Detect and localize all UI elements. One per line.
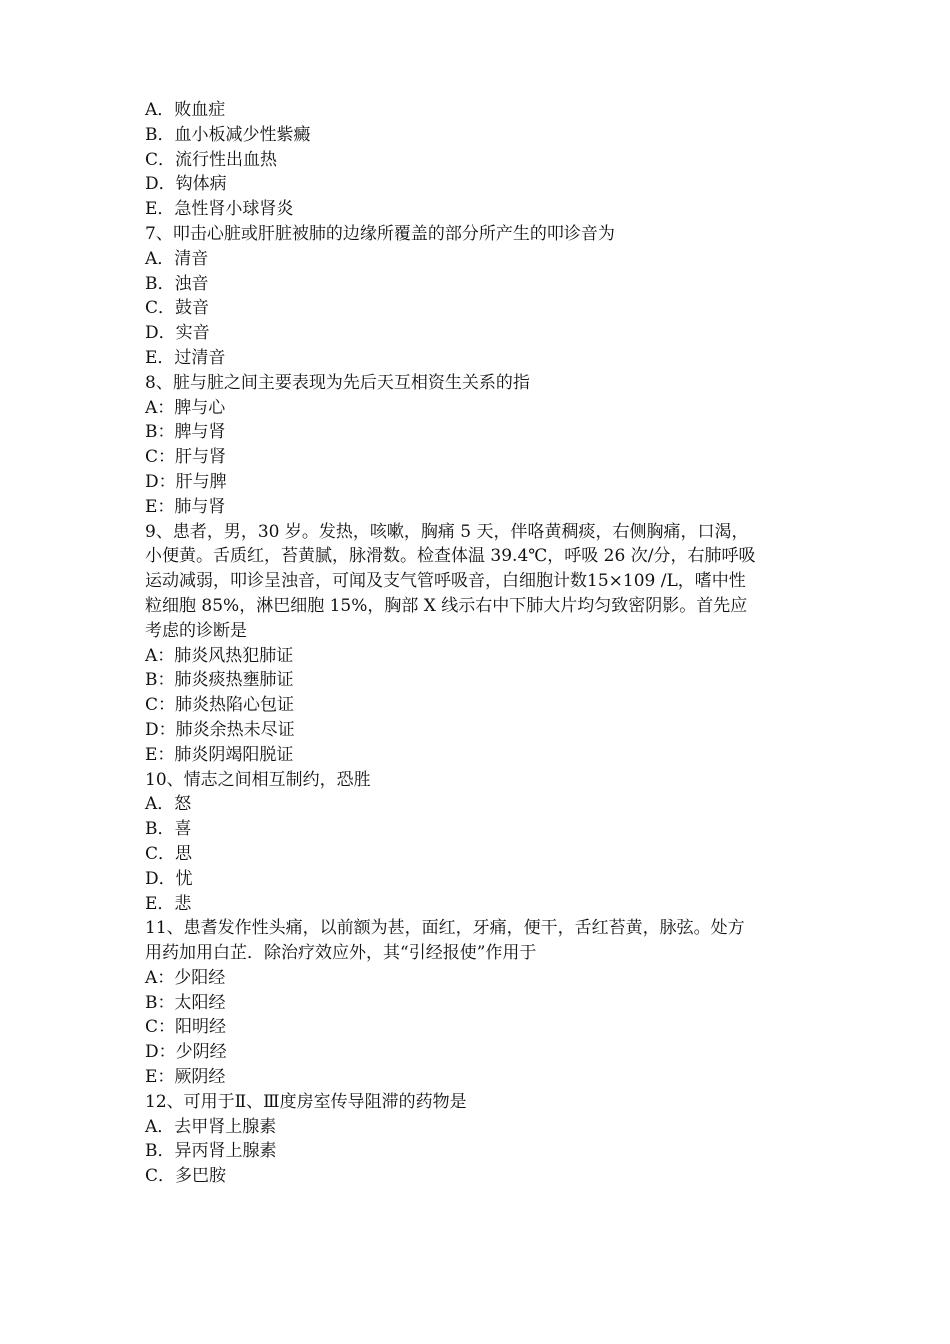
question-8: 8、脏与脏之间主要表现为先后天互相资生关系的指 (145, 372, 530, 393)
question-12: 12、可用于Ⅱ、Ⅲ度房室传导阻滞的药物是 (145, 1091, 467, 1112)
answer-option: D：少阴经 (145, 1042, 227, 1063)
answer-option: C：肝与肾 (145, 447, 227, 468)
answer-option: B．浊音 (145, 273, 209, 294)
question-9-line: 粒细胞 85%，淋巴细胞 15%，胸部 X 线示右中下肺大片均匀致密阴影。首先应 (145, 595, 748, 616)
question-9-line: 小便黄。舌质红，苔黄腻，脉滑数。检查体温 39.4℃，呼吸 26 次/分，右肺呼吸 (145, 546, 756, 567)
answer-option: A：肺炎风热犯肺证 (145, 645, 294, 666)
question-11-line: 用药加用白芷．除治疗效应外，其“引经报使”作用于 (145, 943, 537, 964)
answer-option: B．血小板减少性紫癜 (145, 124, 311, 145)
question-10: 10、情志之间相互制约，恐胜 (145, 769, 371, 790)
answer-option: A．怒 (145, 794, 192, 815)
answer-option: C．鼓音 (145, 298, 210, 319)
answer-option: D．钩体病 (145, 174, 227, 195)
answer-option: D：肺炎余热未尽证 (145, 719, 295, 740)
answer-option: E．悲 (145, 893, 192, 914)
question-11-line: 11、患耆发作性头痛，以前额为甚，面红，牙痛，便干，舌红苔黄，脉弦。处方 (145, 918, 745, 939)
question-7: 7、叩击心脏或肝脏被肺的边缘所覆盖的部分所产生的叩诊音为 (145, 223, 615, 244)
answer-option: A．清音 (145, 248, 209, 269)
answer-option: E．过清音 (145, 347, 226, 368)
answer-option: E：厥阴经 (145, 1067, 226, 1088)
answer-option: A：少阳经 (145, 967, 226, 988)
question-9-line: 9、患者，男，30 岁。发热，咳嗽，胸痛 5 天，伴咯黄稠痰，右侧胸痛，口渴， (145, 521, 749, 542)
answer-option: B：脾与肾 (145, 422, 226, 443)
question-9-line: 运动减弱，叩诊呈浊音，可闻及支气管呼吸音，白细胞计数15×109 /L，嗜中性 (145, 571, 746, 592)
answer-option: B：太阳经 (145, 992, 226, 1013)
answer-option: E．急性肾小球肾炎 (145, 199, 294, 220)
answer-option: C．思 (145, 843, 193, 864)
answer-option: E：肺与肾 (145, 496, 226, 517)
answer-option: A：脾与心 (145, 397, 226, 418)
answer-option: A．去甲肾上腺素 (145, 1116, 277, 1137)
answer-option: B：肺炎痰热壅肺证 (145, 670, 294, 691)
answer-option: B．喜 (145, 819, 192, 840)
answer-option: B．异丙肾上腺素 (145, 1141, 277, 1162)
answer-option: D．实音 (145, 323, 210, 344)
answer-option: E：肺炎阴竭阳脱证 (145, 744, 294, 765)
answer-option: A．败血症 (145, 100, 226, 120)
answer-option: D．忧 (145, 868, 193, 889)
answer-option: C：肺炎热陷心包证 (145, 695, 295, 716)
answer-option: C．多巴胺 (145, 1166, 227, 1187)
question-9-line: 考虑的诊断是 (145, 620, 247, 641)
answer-option: C：阳明经 (145, 1017, 227, 1038)
answer-option: C．流行性出血热 (145, 149, 278, 170)
answer-option: D：肝与脾 (145, 471, 227, 492)
document-body (145, 98, 815, 1189)
